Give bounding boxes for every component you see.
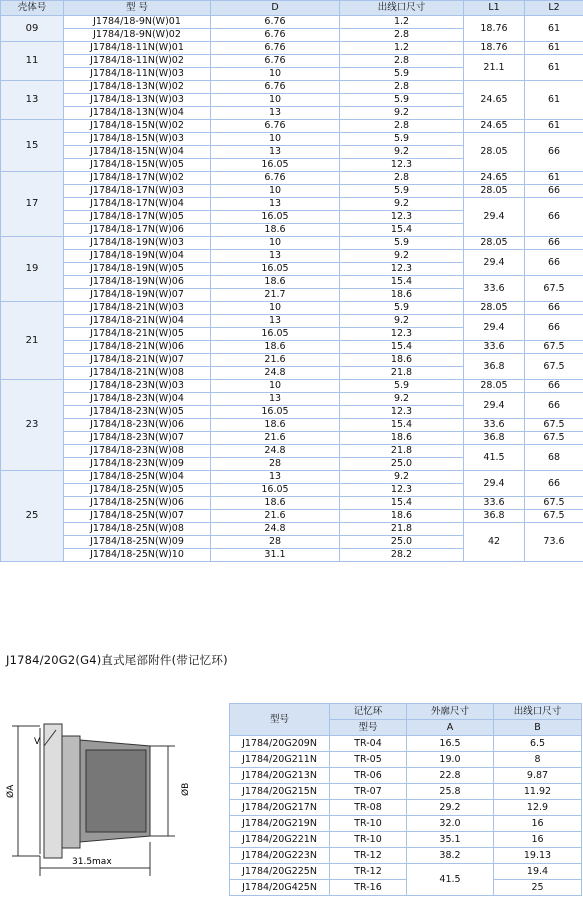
outlet-cell: 2.8	[340, 81, 464, 94]
l2-cell: 67.5	[525, 354, 583, 380]
acc-ring-cell: TR-10	[330, 816, 407, 832]
table-row	[1, 341, 583, 354]
acc-a-cell: 32.0	[407, 816, 494, 832]
l2-cell: 61	[525, 81, 583, 120]
model-cell: J1784/18-15N(W)02	[64, 120, 211, 133]
d-cell: 18.6	[211, 224, 340, 237]
acc-model-cell: J1784/20G211N	[230, 752, 330, 768]
label-a: ØA	[6, 784, 16, 798]
l1-cell: 24.65	[464, 81, 525, 120]
d-cell: 6.76	[211, 120, 340, 133]
table-row	[1, 432, 583, 445]
l1-cell: 33.6	[464, 419, 525, 432]
acc-header-outer: 外廓尺寸	[407, 704, 494, 720]
acc-b-cell: 12.9	[494, 800, 582, 816]
l2-cell: 66	[525, 315, 583, 341]
d-cell: 16.05	[211, 263, 340, 276]
outlet-cell: 9.2	[340, 315, 464, 328]
d-cell: 10	[211, 237, 340, 250]
d-cell: 16.05	[211, 211, 340, 224]
l1-cell: 28.05	[464, 185, 525, 198]
shell-cell: 21	[1, 302, 64, 380]
outlet-cell: 12.3	[340, 263, 464, 276]
model-cell: J1784/18-13N(W)04	[64, 107, 211, 120]
d-cell: 28	[211, 458, 340, 471]
model-cell: J1784/18-21N(W)06	[64, 341, 211, 354]
model-cell: J1784/18-19N(W)07	[64, 289, 211, 302]
table-row	[1, 81, 583, 94]
acc-a-cell: 16.5	[407, 736, 494, 752]
acc-a-cell: 35.1	[407, 832, 494, 848]
d-cell: 13	[211, 146, 340, 159]
l1-cell: 42	[464, 523, 525, 562]
d-cell: 16.05	[211, 328, 340, 341]
l1-cell: 41.5	[464, 445, 525, 471]
outlet-cell: 9.2	[340, 393, 464, 406]
model-cell: J1784/18-9N(W)01	[64, 16, 211, 29]
accessory-title: J1784/20G2(G4)直式尾部附件(带记忆环)	[6, 653, 228, 667]
outlet-cell: 5.9	[340, 380, 464, 393]
acc-a-cell: 38.2	[407, 848, 494, 864]
l2-cell: 61	[525, 42, 583, 55]
l2-cell: 73.6	[525, 523, 583, 562]
outlet-cell: 12.3	[340, 406, 464, 419]
acc-table-row	[230, 848, 582, 864]
acc-ring-cell: TR-05	[330, 752, 407, 768]
outlet-cell: 18.6	[340, 510, 464, 523]
acc-header-ring-model: 型号	[330, 720, 407, 736]
outlet-cell: 2.8	[340, 29, 464, 42]
table-row	[1, 419, 583, 432]
acc-ring-cell: TR-16	[330, 880, 407, 896]
model-cell: J1784/18-25N(W)04	[64, 471, 211, 484]
l2-cell: 61	[525, 55, 583, 81]
model-cell: J1784/18-17N(W)06	[64, 224, 211, 237]
d-cell: 6.76	[211, 55, 340, 68]
acc-header-b: B	[494, 720, 582, 736]
outlet-cell: 9.2	[340, 471, 464, 484]
l2-cell: 66	[525, 302, 583, 315]
model-cell: J1784/18-19N(W)06	[64, 276, 211, 289]
outlet-cell: 1.2	[340, 42, 464, 55]
acc-ring-cell: TR-10	[330, 832, 407, 848]
acc-ring-cell: TR-06	[330, 768, 407, 784]
d-cell: 31.1	[211, 549, 340, 562]
d-cell: 10	[211, 185, 340, 198]
outlet-cell: 18.6	[340, 432, 464, 445]
l1-cell: 29.4	[464, 393, 525, 419]
l1-cell: 28.05	[464, 237, 525, 250]
model-cell: J1784/18-11N(W)01	[64, 42, 211, 55]
header-l1: L1	[464, 1, 525, 16]
model-cell: J1784/18-21N(W)07	[64, 354, 211, 367]
d-cell: 18.6	[211, 276, 340, 289]
model-cell: J1784/18-25N(W)10	[64, 549, 211, 562]
outlet-cell: 9.2	[340, 250, 464, 263]
model-cell: J1784/18-17N(W)03	[64, 185, 211, 198]
l1-cell: 29.4	[464, 250, 525, 276]
d-cell: 16.05	[211, 484, 340, 497]
acc-a-cell: 25.8	[407, 784, 494, 800]
model-cell: J1784/18-23N(W)07	[64, 432, 211, 445]
model-cell: J1784/18-19N(W)04	[64, 250, 211, 263]
d-cell: 13	[211, 393, 340, 406]
shell-cell: 25	[1, 471, 64, 562]
l1-cell: 29.4	[464, 471, 525, 497]
model-cell: J1784/18-15N(W)05	[64, 159, 211, 172]
table-row	[1, 133, 583, 146]
l1-cell: 28.05	[464, 380, 525, 393]
d-cell: 16.05	[211, 406, 340, 419]
l2-cell: 66	[525, 198, 583, 237]
outlet-cell: 2.8	[340, 172, 464, 185]
outlet-cell: 2.8	[340, 120, 464, 133]
model-cell: J1784/18-21N(W)04	[64, 315, 211, 328]
model-cell: J1784/18-25N(W)09	[64, 536, 211, 549]
outlet-cell: 21.8	[340, 523, 464, 536]
outlet-cell: 15.4	[340, 276, 464, 289]
acc-model-cell: J1784/20G209N	[230, 736, 330, 752]
model-cell: J1784/18-23N(W)08	[64, 445, 211, 458]
d-cell: 21.6	[211, 510, 340, 523]
l2-cell: 61	[525, 16, 583, 42]
l1-cell: 33.6	[464, 497, 525, 510]
outlet-cell: 12.3	[340, 328, 464, 341]
acc-b-cell: 19.13	[494, 848, 582, 864]
outlet-cell: 9.2	[340, 107, 464, 120]
outlet-cell: 5.9	[340, 133, 464, 146]
shell-cell: 13	[1, 81, 64, 120]
outlet-cell: 21.8	[340, 445, 464, 458]
d-cell: 18.6	[211, 497, 340, 510]
table-row	[1, 16, 583, 29]
label-length: 31.5max	[72, 857, 112, 867]
model-cell: J1784/18-15N(W)03	[64, 133, 211, 146]
acc-b-cell: 6.5	[494, 736, 582, 752]
l2-cell: 66	[525, 380, 583, 393]
outlet-cell: 21.8	[340, 367, 464, 380]
acc-ring-cell: TR-07	[330, 784, 407, 800]
model-cell: J1784/18-13N(W)02	[64, 81, 211, 94]
table-row	[1, 315, 583, 328]
table-row	[1, 523, 583, 536]
acc-b-cell: 9.87	[494, 768, 582, 784]
header-model: 型 号	[64, 1, 211, 16]
acc-ring-cell: TR-04	[330, 736, 407, 752]
shell-cell: 09	[1, 16, 64, 42]
acc-table-row	[230, 768, 582, 784]
d-cell: 13	[211, 198, 340, 211]
accessory-drawing	[0, 706, 225, 876]
outlet-cell: 15.4	[340, 497, 464, 510]
table-row	[1, 42, 583, 55]
acc-b-cell: 19.4	[494, 864, 582, 880]
acc-model-cell: J1784/20G213N	[230, 768, 330, 784]
acc-a-cell: 29.2	[407, 800, 494, 816]
d-cell: 6.76	[211, 42, 340, 55]
acc-table-row	[230, 832, 582, 848]
model-cell: J1784/18-21N(W)05	[64, 328, 211, 341]
model-cell: J1784/18-23N(W)09	[64, 458, 211, 471]
l2-cell: 67.5	[525, 341, 583, 354]
model-cell: J1784/18-13N(W)03	[64, 94, 211, 107]
table-row	[1, 302, 583, 315]
table-row	[1, 393, 583, 406]
header-outlet: 出线口尺寸	[340, 1, 464, 16]
acc-table-row	[230, 880, 582, 896]
acc-model-cell: J1784/20G215N	[230, 784, 330, 800]
l1-cell: 36.8	[464, 354, 525, 380]
label-b: ØB	[181, 782, 191, 796]
acc-model-cell: J1784/20G223N	[230, 848, 330, 864]
acc-table-row	[230, 864, 582, 880]
d-cell: 10	[211, 94, 340, 107]
l2-cell: 66	[525, 133, 583, 172]
outlet-cell: 28.2	[340, 549, 464, 562]
outlet-cell: 12.3	[340, 484, 464, 497]
outlet-cell: 9.2	[340, 198, 464, 211]
shell-cell: 11	[1, 42, 64, 81]
d-cell: 24.8	[211, 523, 340, 536]
model-cell: J1784/18-25N(W)08	[64, 523, 211, 536]
model-cell: J1784/18-23N(W)06	[64, 419, 211, 432]
acc-model-cell: J1784/20G425N	[230, 880, 330, 896]
model-cell: J1784/18-19N(W)05	[64, 263, 211, 276]
d-cell: 10	[211, 133, 340, 146]
model-cell: J1784/18-21N(W)03	[64, 302, 211, 315]
table-row	[1, 510, 583, 523]
l2-cell: 67.5	[525, 419, 583, 432]
d-cell: 18.6	[211, 419, 340, 432]
d-cell: 10	[211, 302, 340, 315]
table-row	[1, 185, 583, 198]
shell-cell: 23	[1, 380, 64, 471]
outlet-cell: 5.9	[340, 185, 464, 198]
outlet-cell: 5.9	[340, 237, 464, 250]
table-header-row	[1, 1, 583, 16]
acc-table-row	[230, 752, 582, 768]
l1-cell: 36.8	[464, 432, 525, 445]
outlet-cell: 15.4	[340, 341, 464, 354]
d-cell: 10	[211, 68, 340, 81]
l1-cell: 24.65	[464, 172, 525, 185]
l1-cell: 33.6	[464, 276, 525, 302]
shell-cell: 17	[1, 172, 64, 237]
acc-ring-cell: TR-12	[330, 864, 407, 880]
l2-cell: 67.5	[525, 510, 583, 523]
outlet-cell: 25.0	[340, 458, 464, 471]
l1-cell: 28.05	[464, 133, 525, 172]
header-l2: L2	[525, 1, 583, 16]
acc-a-cell: 19.0	[407, 752, 494, 768]
table-row	[1, 471, 583, 484]
acc-ring-cell: TR-12	[330, 848, 407, 864]
l2-cell: 66	[525, 185, 583, 198]
l1-cell: 28.05	[464, 302, 525, 315]
model-cell: J1784/18-17N(W)04	[64, 198, 211, 211]
d-cell: 10	[211, 380, 340, 393]
l2-cell: 66	[525, 250, 583, 276]
d-cell: 24.8	[211, 445, 340, 458]
model-cell: J1784/18-11N(W)03	[64, 68, 211, 81]
model-cell: J1784/18-17N(W)02	[64, 172, 211, 185]
l2-cell: 67.5	[525, 497, 583, 510]
header-shell: 壳体号	[1, 1, 64, 16]
table-row	[1, 250, 583, 263]
outlet-cell: 2.8	[340, 55, 464, 68]
l1-cell: 29.4	[464, 198, 525, 237]
d-cell: 21.6	[211, 354, 340, 367]
l1-cell: 33.6	[464, 341, 525, 354]
table-row	[1, 120, 583, 133]
outlet-cell: 25.0	[340, 536, 464, 549]
model-cell: J1784/18-25N(W)06	[64, 497, 211, 510]
acc-b-cell: 8	[494, 752, 582, 768]
l1-cell: 18.76	[464, 16, 525, 42]
table-row	[1, 497, 583, 510]
l1-cell: 21.1	[464, 55, 525, 81]
outlet-cell: 12.3	[340, 211, 464, 224]
model-cell: J1784/18-25N(W)07	[64, 510, 211, 523]
l2-cell: 67.5	[525, 432, 583, 445]
model-cell: J1784/18-23N(W)03	[64, 380, 211, 393]
l2-cell: 61	[525, 120, 583, 133]
model-cell: J1784/18-25N(W)05	[64, 484, 211, 497]
acc-table-row	[230, 800, 582, 816]
outlet-cell: 5.9	[340, 68, 464, 81]
header-d: D	[211, 1, 340, 16]
model-cell: J1784/18-23N(W)04	[64, 393, 211, 406]
l1-cell: 24.65	[464, 120, 525, 133]
l2-cell: 68	[525, 445, 583, 471]
model-cell: J1784/18-19N(W)03	[64, 237, 211, 250]
acc-table-row	[230, 736, 582, 752]
l2-cell: 66	[525, 393, 583, 419]
outlet-cell: 5.9	[340, 94, 464, 107]
model-cell: J1784/18-17N(W)05	[64, 211, 211, 224]
table-row	[1, 445, 583, 458]
model-cell: J1784/18-15N(W)04	[64, 146, 211, 159]
acc-table-row	[230, 816, 582, 832]
acc-b-cell: 25	[494, 880, 582, 896]
table-row	[1, 198, 583, 211]
l2-cell: 66	[525, 471, 583, 497]
acc-a-cell: 22.8	[407, 768, 494, 784]
acc-ring-cell: TR-08	[330, 800, 407, 816]
l2-cell: 61	[525, 172, 583, 185]
acc-b-cell: 11.92	[494, 784, 582, 800]
d-cell: 6.76	[211, 16, 340, 29]
outlet-cell: 15.4	[340, 224, 464, 237]
acc-b-cell: 16	[494, 816, 582, 832]
acc-model-cell: J1784/20G225N	[230, 864, 330, 880]
outlet-cell: 18.6	[340, 289, 464, 302]
outlet-cell: 1.2	[340, 16, 464, 29]
d-cell: 18.6	[211, 341, 340, 354]
label-v: V	[34, 737, 41, 747]
acc-b-cell: 16	[494, 832, 582, 848]
acc-model-cell: J1784/20G217N	[230, 800, 330, 816]
d-cell: 21.6	[211, 432, 340, 445]
acc-table-row	[230, 784, 582, 800]
d-cell: 6.76	[211, 29, 340, 42]
model-cell: J1784/18-23N(W)05	[64, 406, 211, 419]
l1-cell: 36.8	[464, 510, 525, 523]
acc-a-cell: 41.5	[407, 864, 494, 896]
model-cell: J1784/18-9N(W)02	[64, 29, 211, 42]
l1-cell: 29.4	[464, 315, 525, 341]
acc-header-ring: 记忆环	[330, 704, 407, 720]
l2-cell: 66	[525, 237, 583, 250]
table-row	[1, 55, 583, 68]
outlet-cell: 12.3	[340, 159, 464, 172]
d-cell: 6.76	[211, 81, 340, 94]
acc-header-a: A	[407, 720, 494, 736]
table-row	[1, 172, 583, 185]
l1-cell: 18.76	[464, 42, 525, 55]
table-row	[1, 380, 583, 393]
d-cell: 6.76	[211, 172, 340, 185]
acc-model-cell: J1784/20G221N	[230, 832, 330, 848]
d-cell: 16.05	[211, 159, 340, 172]
table-row	[1, 276, 583, 289]
table-row	[1, 237, 583, 250]
shell-cell: 19	[1, 237, 64, 302]
d-cell: 28	[211, 536, 340, 549]
d-cell: 13	[211, 107, 340, 120]
accessory-spec-table	[229, 703, 582, 896]
model-cell: J1784/18-11N(W)02	[64, 55, 211, 68]
model-cell: J1784/18-21N(W)08	[64, 367, 211, 380]
shell-cell: 15	[1, 120, 64, 172]
l2-cell: 67.5	[525, 276, 583, 302]
d-cell: 24.8	[211, 367, 340, 380]
outlet-cell: 18.6	[340, 354, 464, 367]
d-cell: 21.7	[211, 289, 340, 302]
d-cell: 13	[211, 250, 340, 263]
acc-model-cell: J1784/20G219N	[230, 816, 330, 832]
d-cell: 13	[211, 471, 340, 484]
d-cell: 13	[211, 315, 340, 328]
acc-header-model: 型号	[230, 704, 330, 736]
outlet-cell: 15.4	[340, 419, 464, 432]
acc-header-outlet: 出线口尺寸	[494, 704, 582, 720]
table-row	[1, 354, 583, 367]
outlet-cell: 9.2	[340, 146, 464, 159]
outlet-cell: 5.9	[340, 302, 464, 315]
